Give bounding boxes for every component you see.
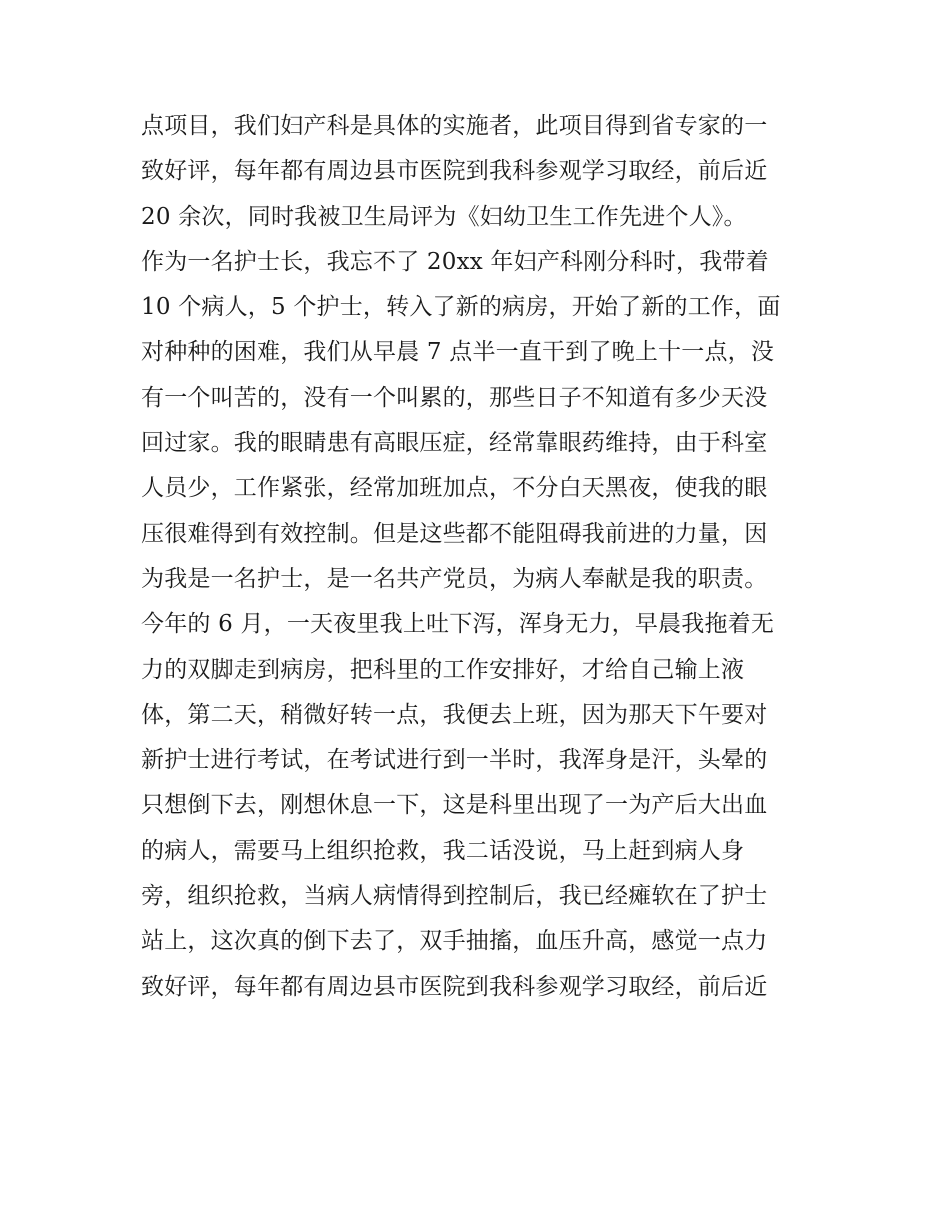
text-line: 体，第二天，稍微好转一点，我便去上班，因为那天下午要对 — [141, 701, 768, 728]
text-line: 新护士进行考试，在考试进行到一半时，我浑身是汗，头晕的 — [141, 747, 768, 774]
text-line: 点项目，我们妇产科是具体的实施者，此项目得到省专家的一 — [141, 113, 768, 139]
text-line: 20 余次，同时我被卫生局评为《妇幼卫生工作先进个人》。 — [141, 203, 747, 230]
text-line: 只想倒下去，刚想休息一下，这是科里出现了一为产后大出血 — [141, 792, 768, 819]
text-line: 为我是一名护士，是一名共产党员，为病人奉献是我的职责。 — [141, 565, 768, 592]
text-line: 作为一名护士长，我忘不了 20xx 年妇产科刚分科时，我带着 — [141, 248, 769, 275]
text-line: 10 个病人，5 个护士，转入了新的病房，开始了新的工作，面 — [141, 294, 781, 321]
text-line: 力的双脚走到病房，把科里的工作安排好，才给自己输上液 — [141, 656, 745, 683]
text-line: 人员少，工作紧张，经常加班加点，不分白天黑夜，使我的眼 — [141, 475, 768, 502]
text-line: 旁，组织抢救，当病人病情得到控制后，我已经瘫软在了护士 — [141, 883, 768, 910]
text-line: 今年的 6 月，一天夜里我上吐下泻，浑身无力，早晨我拖着无 — [141, 611, 775, 638]
text-line: 回过家。我的眼睛患有高眼压症，经常靠眼药维持，由于科室 — [141, 430, 768, 457]
text-line: 站上，这次真的倒下去了，双手抽搐，血压升高，感觉一点力 — [141, 928, 768, 955]
text-line: 对种种的困难，我们从早晨 7 点半一直干到了晚上十一点，没 — [141, 339, 775, 366]
body-text — [141, 104, 821, 1010]
text-line: 致好评，每年都有周边县市医院到我科参观学习取经，前后近 — [141, 973, 768, 1000]
text-line: 有一个叫苦的，没有一个叫累的，那些日子不知道有多少天没 — [141, 384, 768, 411]
text-line: 的病人，需要马上组织抢救，我二话没说，马上赶到病人身 — [141, 837, 745, 864]
text-line: 压很难得到有效控制。但是这些都不能阻碍我前进的力量，因 — [141, 520, 768, 547]
text-line: 致好评，每年都有周边县市医院到我科参观学习取经，前后近 — [141, 158, 768, 185]
